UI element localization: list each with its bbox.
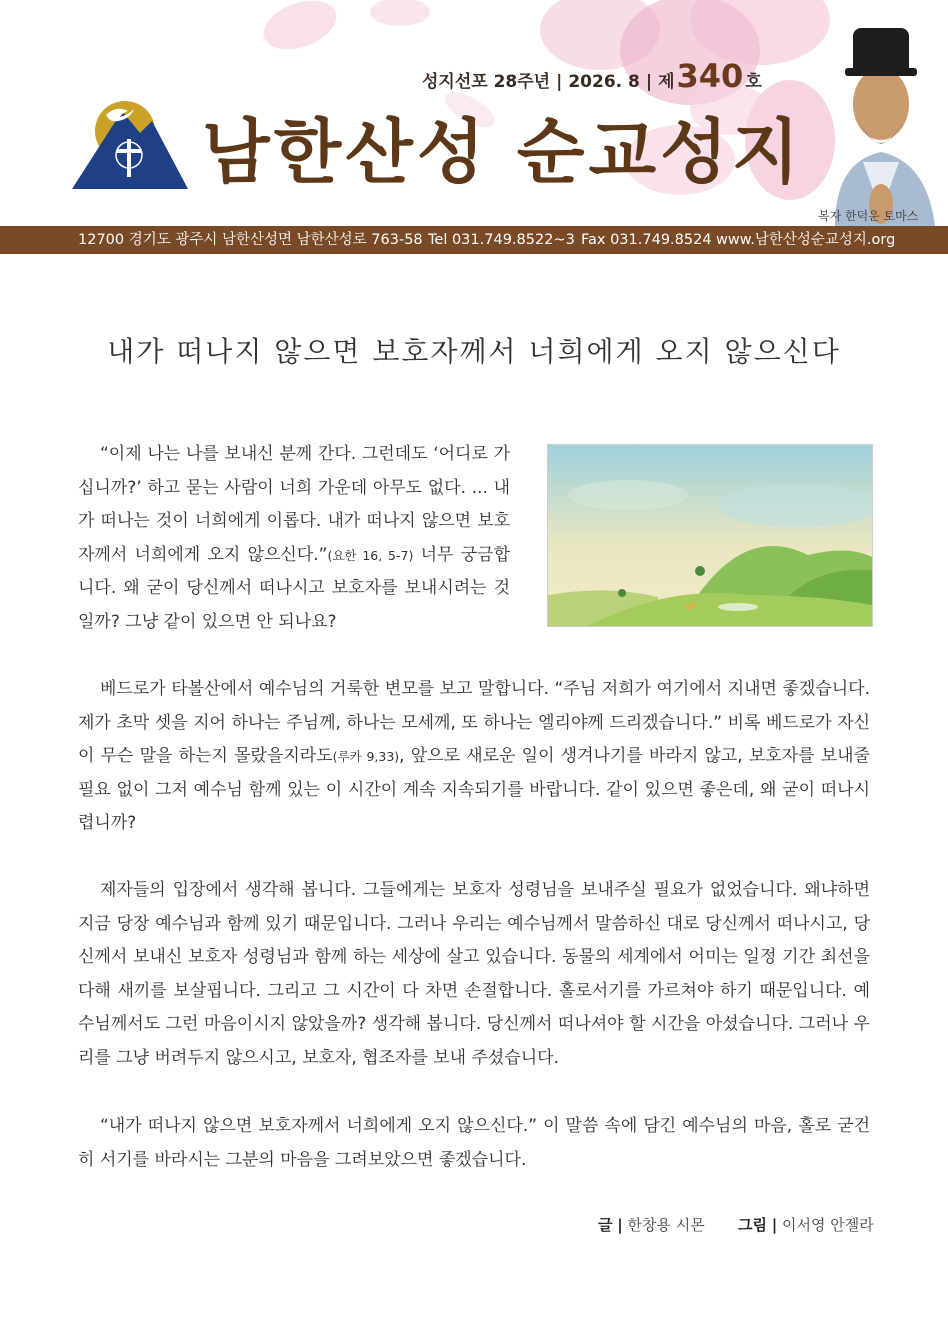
artist-credit: 그림 | 이서영 안젤라 (738, 1216, 874, 1234)
paragraph-3 (78, 874, 870, 1075)
portrait-caption: 복자 한덕운 토마스 (818, 209, 919, 223)
masthead (0, 0, 948, 228)
issue-ho: 호 (745, 72, 762, 92)
writer-name: 한창용 시몬 (627, 1216, 705, 1234)
paragraph-2-tail: , 앞으로 새로운 일이 생겨나기를 바라지 않고, 보호자를 보내줄 필요 없이 그저 예수님 함께 있는 이 시간이 계속 지속되기를 바랍니다. 같이 있으면 좋은데, 왜 굳이 떠나시렵니까? (78, 746, 870, 833)
paragraph-2 (78, 673, 870, 841)
sanctuary-logo-icon (70, 93, 190, 193)
issue-anniversary: 성지선포 28주년 (422, 72, 551, 92)
publication-title: 남한산성 순교성지 (202, 110, 804, 193)
paragraph-3-text: 제자들의 입장에서 생각해 봅니다. 그들에게는 보호자 성령님을 보내주실 필요가 없었습니다. 왜냐하면 지금 당장 예수님과 함께 있기 때문입니다. 그러나 우리는 예수님께서 말씀하신 대로 당신께서 떠나시고, 당신께서 보내신 보호자 성령님과 함께 하는 세상에 살고 있습니다. 동물의 세계에서 어미는 일정 기간 최선을 다해 새끼를 보살핍니다. 그리고 그 시간이 다 차면 손절합니다. 홀로서기를 가르쳐야 하기 때문입니다. 예수님께서도 그런 마음이시지 않았을까? 생각해 봅니다. 당신께서 떠나셔야 할 시간을 아셨습니다. 그러나 우리를 그냥 버려두지 않으시고, 보호자, 협조자를 보내 주셨습니다. (78, 880, 870, 1068)
issue-je: 제 (658, 72, 675, 92)
issue-info: 성지선포 28주년 | 2026. 8 | 제 340 호 (422, 57, 762, 95)
address-text: 12700 경기도 광주시 남한산성면 남한산성로 763-58 (78, 232, 423, 248)
portrait-illustration (815, 12, 948, 226)
paragraph-1-tail: 너무 궁금합니다. 왜 굳이 당신께서 떠나시고 보호자를 보내시려는 것일까? 그냥 같이 있으면 안 되나요? (78, 544, 510, 632)
scripture-reference: (요한 16, 5-7) (327, 547, 414, 563)
tel-text: Tel 031.749.8522~3 (428, 232, 575, 248)
paragraph-4 (78, 1110, 870, 1177)
scripture-reference: (루카 9,33) (332, 749, 400, 764)
artist-name: 이서영 안젤라 (782, 1216, 874, 1234)
address-bar (0, 226, 948, 254)
landscape-illustration (547, 444, 873, 627)
writer-credit: 글 | 한창용 시몬 (598, 1216, 705, 1234)
article-headline: 내가 떠나지 않으면 보호자께서 너희에게 오지 않으신다 (107, 335, 841, 368)
artist-label: 그림 (738, 1216, 767, 1234)
writer-label: 글 (598, 1216, 613, 1234)
issue-number: 340 (676, 57, 744, 95)
website-link[interactable]: www.남한산성순교성지.org (716, 232, 896, 248)
paragraph-1 (78, 438, 510, 639)
paragraph-2-text: 베드로가 타볼산에서 예수님의 거룩한 변모를 보고 말합니다. “주님 저희가 여기에서 지내면 좋겠습니다. 제가 초막 셋을 지어 하나는 주님께, 하나는 모세께, 또 하나는 엘리야께 드리겠습니다.” 비록 베드로가 자신이 무슨 말을 하는지 몰랐을지라도 (78, 679, 870, 766)
paragraph-4-text: “내가 떠나지 않으면 보호자께서 너희에게 오지 않으신다.” 이 말씀 속에 담긴 예수님의 마음, 홀로 굳건히 서기를 바라시는 그분의 마음을 그려보았으면 좋겠습니다. (78, 1116, 870, 1170)
fax-text: Fax 031.749.8524 (581, 232, 712, 248)
paragraph-1-text: “이제 나는 나를 보내신 분께 간다. 그런데도 ‘어디로 가십니까?’ 하고 묻는 사람이 너희 가운데 아무도 없다. ... 내가 떠나는 것이 너희에게 이롭다. 내가 떠나지 않으면 보호자께서 너희에게 오지 않으신다.” (78, 444, 510, 565)
issue-date: 2026. 8 (568, 72, 640, 92)
